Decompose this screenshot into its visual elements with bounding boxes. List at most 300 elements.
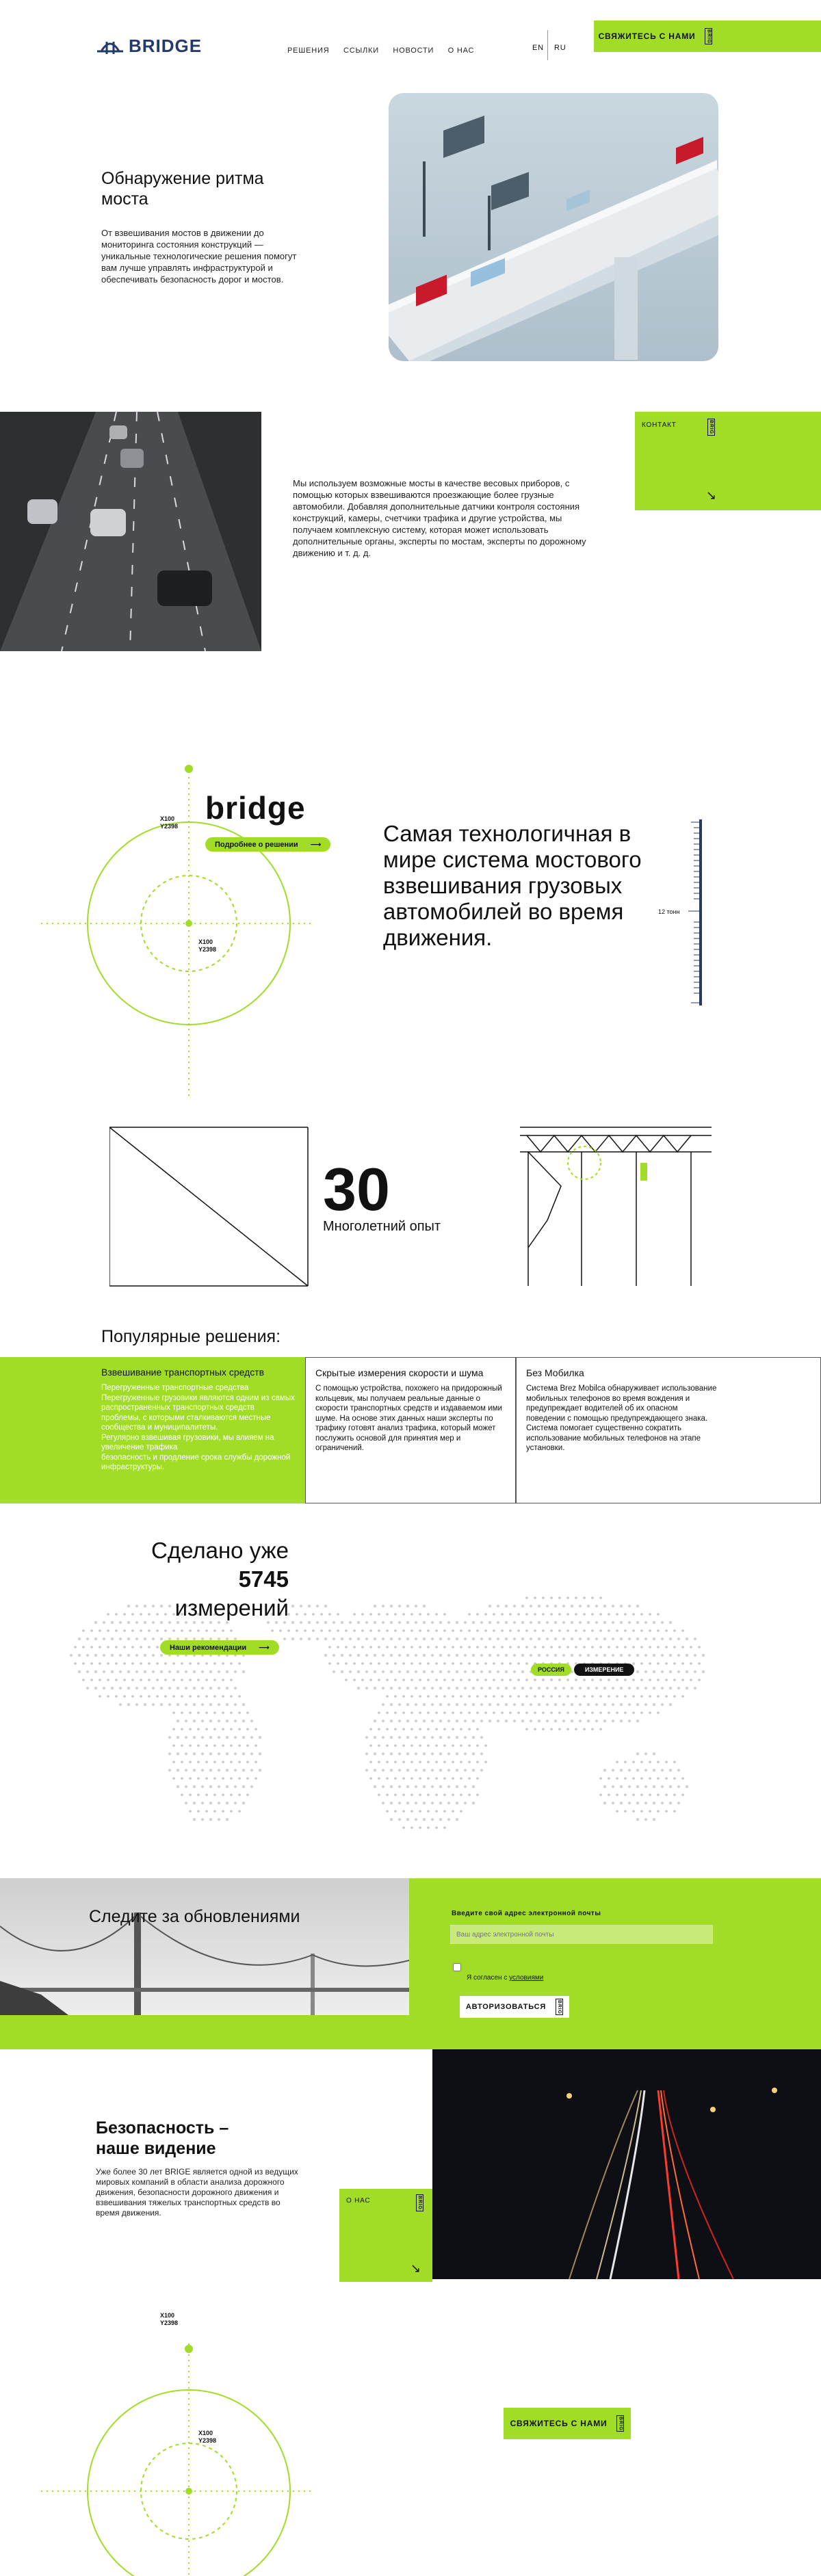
coord-y: Y2398 xyxy=(198,2437,217,2444)
map-dot xyxy=(579,1654,582,1657)
map-dot xyxy=(456,1638,458,1640)
nav-solutions[interactable]: РЕШЕНИЯ xyxy=(287,47,330,55)
map-dot xyxy=(558,1646,561,1648)
map-dot xyxy=(234,1769,237,1772)
map-dot xyxy=(189,1744,192,1747)
map-dot xyxy=(517,1679,520,1681)
map-dot xyxy=(111,1638,114,1640)
map-dot xyxy=(661,1703,664,1706)
map-dot xyxy=(575,1728,577,1731)
map-dot xyxy=(209,1769,212,1772)
map-dot xyxy=(579,1621,582,1624)
map-dot xyxy=(431,1670,434,1673)
our-recommendations-button[interactable] xyxy=(160,1640,279,1655)
authorize-button[interactable] xyxy=(460,1996,569,2018)
map-dot xyxy=(386,1613,389,1616)
map-dot xyxy=(172,1728,175,1731)
solution-card-speed[interactable] xyxy=(305,1357,516,1503)
map-dot xyxy=(365,1736,368,1739)
map-dot xyxy=(681,1793,684,1796)
map-dot xyxy=(394,1695,397,1698)
map-dot xyxy=(201,1769,204,1772)
map-dot xyxy=(456,1785,458,1788)
coord-x: X100 xyxy=(160,815,175,822)
map-dot xyxy=(242,1703,245,1706)
authorize-label: АВТОРИЗОВАТЬСЯ xyxy=(465,2003,547,2011)
map-dot xyxy=(620,1605,623,1607)
map-dot xyxy=(394,1777,397,1780)
map-dot xyxy=(661,1654,664,1657)
map-dot xyxy=(382,1670,385,1673)
map-dot xyxy=(300,1605,302,1607)
map-dot xyxy=(640,1810,643,1813)
map-dot xyxy=(472,1703,475,1706)
map-dot xyxy=(230,1744,233,1747)
map-dot xyxy=(431,1638,434,1640)
map-dot xyxy=(312,1629,315,1632)
map-dot xyxy=(525,1711,528,1714)
map-dot xyxy=(135,1670,138,1673)
map-dot xyxy=(525,1728,528,1731)
map-dot xyxy=(657,1613,660,1616)
map-dot xyxy=(460,1679,462,1681)
map-dot xyxy=(135,1654,138,1657)
map-dot xyxy=(468,1679,471,1681)
map-dot xyxy=(423,1670,426,1673)
map-dot xyxy=(189,1629,192,1632)
map-dot xyxy=(172,1695,175,1698)
map-dot xyxy=(246,1761,249,1763)
map-dot xyxy=(423,1703,426,1706)
map-dot xyxy=(603,1621,606,1624)
map-dot xyxy=(649,1761,651,1763)
map-dot xyxy=(521,1720,524,1722)
map-dot xyxy=(201,1736,204,1739)
map-dot xyxy=(127,1605,130,1607)
map-dot xyxy=(472,1752,475,1755)
map-dot xyxy=(616,1810,618,1813)
map-dot xyxy=(513,1605,516,1607)
map-dot xyxy=(447,1621,450,1624)
map-dot xyxy=(620,1654,623,1657)
map-dot xyxy=(177,1769,179,1772)
map-dot xyxy=(484,1629,487,1632)
map-dot xyxy=(410,1679,413,1681)
map-dot xyxy=(480,1736,483,1739)
map-dot xyxy=(513,1638,516,1640)
map-dot xyxy=(427,1777,430,1780)
map-dot xyxy=(398,1720,401,1722)
map-dot xyxy=(205,1679,208,1681)
map-dot xyxy=(402,1826,405,1829)
map-dot xyxy=(571,1638,573,1640)
map-dot xyxy=(390,1769,393,1772)
map-dot xyxy=(435,1728,438,1731)
map-dot xyxy=(185,1670,187,1673)
map-dot xyxy=(488,1654,491,1657)
map-dot xyxy=(439,1670,442,1673)
map-dot xyxy=(640,1793,643,1796)
map-dot xyxy=(476,1761,479,1763)
map-dot xyxy=(222,1662,224,1665)
map-dot xyxy=(177,1687,179,1690)
toggle-russia[interactable]: РОССИЯ xyxy=(531,1664,571,1676)
map-dot xyxy=(583,1679,586,1681)
map-dot xyxy=(686,1638,688,1640)
map-dot xyxy=(255,1728,257,1731)
map-dot xyxy=(300,1621,302,1624)
map-dot xyxy=(185,1769,187,1772)
map-dot xyxy=(686,1654,688,1657)
map-dot xyxy=(542,1679,545,1681)
map-dot xyxy=(226,1785,229,1788)
map-dot xyxy=(423,1736,426,1739)
map-dot xyxy=(226,1703,229,1706)
card-title: Без Мобилка xyxy=(526,1367,584,1378)
map-dot xyxy=(439,1687,442,1690)
map-dot xyxy=(415,1736,417,1739)
map-dot xyxy=(144,1654,146,1657)
email-input[interactable] xyxy=(450,1925,713,1944)
toggle-measurement[interactable]: ИЗМЕРЕНИЕ xyxy=(574,1664,635,1676)
lang-en[interactable]: EN xyxy=(532,44,544,52)
map-dot xyxy=(546,1720,549,1722)
map-dot xyxy=(94,1621,97,1624)
map-dot xyxy=(599,1613,602,1616)
map-dot xyxy=(624,1695,627,1698)
map-dot xyxy=(406,1638,409,1640)
map-dot xyxy=(308,1621,311,1624)
map-dot xyxy=(447,1670,450,1673)
map-dot xyxy=(423,1720,426,1722)
bridge-photo xyxy=(389,93,718,361)
map-dot xyxy=(197,1695,200,1698)
map-dot xyxy=(177,1703,179,1706)
map-dot xyxy=(410,1728,413,1731)
map-dot xyxy=(468,1646,471,1648)
map-dot xyxy=(657,1777,660,1780)
map-dot xyxy=(636,1703,639,1706)
map-dot xyxy=(246,1744,249,1747)
map-dot xyxy=(452,1629,454,1632)
map-dot xyxy=(390,1605,393,1607)
map-dot xyxy=(669,1802,672,1804)
map-dot xyxy=(636,1802,639,1804)
map-dot xyxy=(333,1670,335,1673)
card-text: С помощью устройства, похожего на придорожный кольцевик, мы получаем реальные данные о скорости транспортных средств и издаваемом ими шуме. На основе этих данных наши эксперты по трафику готовят анализ трафика, который может послужить основой для принятия мер и ограничений. xyxy=(315,1384,502,1452)
map-dot xyxy=(686,1670,688,1673)
map-dot xyxy=(505,1687,508,1690)
map-dot xyxy=(460,1810,462,1813)
map-dot xyxy=(624,1613,627,1616)
map-dot xyxy=(181,1695,183,1698)
map-dot xyxy=(172,1711,175,1714)
map-dot xyxy=(353,1613,356,1616)
map-dot xyxy=(378,1679,380,1681)
map-dot xyxy=(476,1613,479,1616)
map-dot xyxy=(657,1810,660,1813)
nav-links[interactable]: ССЫЛКИ xyxy=(343,47,379,55)
map-dot xyxy=(419,1613,421,1616)
region-toggle[interactable] xyxy=(531,1664,634,1676)
consent-checkbox[interactable] xyxy=(453,1963,461,1971)
logo[interactable] xyxy=(96,36,202,57)
contact-us-button[interactable] xyxy=(594,21,717,52)
map-dot xyxy=(378,1613,380,1616)
map-dot xyxy=(378,1728,380,1731)
map-dot xyxy=(579,1720,582,1722)
map-dot xyxy=(579,1638,582,1640)
map-dot xyxy=(665,1761,668,1763)
map-dot xyxy=(620,1687,623,1690)
map-dot xyxy=(562,1687,565,1690)
map-dot xyxy=(472,1670,475,1673)
map-dot xyxy=(653,1703,655,1706)
map-dot xyxy=(484,1711,487,1714)
map-dot xyxy=(649,1810,651,1813)
map-dot xyxy=(571,1621,573,1624)
map-dot xyxy=(189,1728,192,1731)
map-dot xyxy=(571,1605,573,1607)
map-dot xyxy=(657,1695,660,1698)
map-dot xyxy=(534,1695,536,1698)
map-dot xyxy=(230,1793,233,1796)
map-dot xyxy=(456,1752,458,1755)
map-dot xyxy=(649,1629,651,1632)
map-dot xyxy=(369,1777,372,1780)
contact-us-label: СВЯЖИТЕСЬ С НАМИ xyxy=(510,2419,608,2428)
map-dot xyxy=(209,1703,212,1706)
map-dot xyxy=(398,1638,401,1640)
map-dot xyxy=(86,1670,89,1673)
map-dot xyxy=(608,1629,610,1632)
map-dot xyxy=(497,1638,499,1640)
map-dot xyxy=(423,1687,426,1690)
nav-about[interactable]: О НАС xyxy=(447,47,475,55)
map-dot xyxy=(443,1695,446,1698)
map-dot xyxy=(394,1646,397,1648)
scale-ticks xyxy=(688,819,705,1006)
map-dot xyxy=(369,1728,372,1731)
map-dot xyxy=(423,1605,426,1607)
map-dot xyxy=(636,1785,639,1788)
map-dot xyxy=(181,1629,183,1632)
map-dot xyxy=(209,1687,212,1690)
map-dot xyxy=(304,1629,307,1632)
map-dot xyxy=(374,1638,376,1640)
map-dot xyxy=(468,1793,471,1796)
map-dot xyxy=(386,1711,389,1714)
map-dot xyxy=(255,1744,257,1747)
map-dot xyxy=(402,1679,405,1681)
map-dot xyxy=(144,1670,146,1673)
nav-news[interactable]: НОВОСТИ xyxy=(393,47,434,55)
solution-card-weighing[interactable] xyxy=(0,1357,305,1503)
map-dot xyxy=(624,1810,627,1813)
map-dot xyxy=(439,1818,442,1821)
map-dot xyxy=(427,1679,430,1681)
map-dot xyxy=(640,1629,643,1632)
map-dot xyxy=(135,1638,138,1640)
map-dot xyxy=(525,1613,528,1616)
map-dot xyxy=(517,1646,520,1648)
map-dot xyxy=(665,1629,668,1632)
map-dot xyxy=(189,1793,192,1796)
contact-us-button-bottom[interactable] xyxy=(504,2408,631,2439)
map-dot xyxy=(669,1769,672,1772)
map-dot xyxy=(636,1654,639,1657)
map-dot xyxy=(119,1703,122,1706)
map-dot xyxy=(640,1662,643,1665)
map-dot xyxy=(431,1720,434,1722)
map-dot xyxy=(398,1605,401,1607)
map-dot xyxy=(525,1646,528,1648)
map-dot xyxy=(222,1679,224,1681)
map-dot xyxy=(246,1711,249,1714)
recommendations-label: Наши рекомендации xyxy=(170,1643,247,1652)
map-dot xyxy=(209,1752,212,1755)
map-dot xyxy=(374,1785,376,1788)
map-dot xyxy=(530,1605,532,1607)
map-dot xyxy=(177,1720,179,1722)
map-dot xyxy=(209,1736,212,1739)
map-dot xyxy=(472,1687,475,1690)
map-dot xyxy=(382,1638,385,1640)
lang-ru[interactable]: RU xyxy=(554,44,566,52)
map-dot xyxy=(119,1621,122,1624)
map-dot xyxy=(488,1720,491,1722)
map-dot xyxy=(185,1752,187,1755)
map-dot xyxy=(669,1621,672,1624)
map-dot xyxy=(653,1687,655,1690)
map-dot xyxy=(152,1687,155,1690)
map-dot xyxy=(447,1638,450,1640)
map-dot xyxy=(624,1761,627,1763)
map-dot xyxy=(234,1670,237,1673)
map-dot xyxy=(443,1711,446,1714)
map-dot xyxy=(226,1752,229,1755)
map-dot xyxy=(603,1703,606,1706)
map-dot xyxy=(398,1769,401,1772)
map-dot xyxy=(501,1629,504,1632)
coords-top xyxy=(160,2312,178,2327)
map-dot xyxy=(415,1802,417,1804)
map-dot xyxy=(517,1711,520,1714)
solution-card-mobile[interactable] xyxy=(516,1357,821,1503)
map-dot xyxy=(649,1646,651,1648)
map-dot xyxy=(513,1720,516,1722)
map-dot xyxy=(616,1613,618,1616)
map-dot xyxy=(345,1646,348,1648)
map-dot xyxy=(538,1654,540,1657)
logo-text: BRIDGE xyxy=(129,36,203,56)
map-dot xyxy=(107,1662,109,1665)
map-dot xyxy=(443,1744,446,1747)
contact-block[interactable] xyxy=(635,412,821,510)
map-dot xyxy=(386,1761,389,1763)
map-dot xyxy=(575,1596,577,1599)
map-dot xyxy=(369,1629,372,1632)
map-dot xyxy=(431,1736,434,1739)
map-dot xyxy=(181,1728,183,1731)
card-text: Перегруженные транспортные средства Перегруженные грузовики являются одним из самых распространенных транспортных средств проблемы, с которыми сталкиваются местные сообщества и муниципалитеты. Регулярно взвешивая грузовики, мы влияем на увеличение трафика безопасность и продление срока службы дорожной инфраструктуры. xyxy=(101,1384,295,1471)
about-us-block[interactable] xyxy=(339,2189,432,2282)
map-dot xyxy=(525,1695,528,1698)
map-dot xyxy=(410,1629,413,1632)
map-dot xyxy=(205,1761,208,1763)
map-dot xyxy=(410,1711,413,1714)
map-dot xyxy=(427,1711,430,1714)
map-dot xyxy=(193,1687,196,1690)
map-dot xyxy=(398,1670,401,1673)
map-dot xyxy=(669,1654,672,1657)
map-dot xyxy=(390,1802,393,1804)
map-dot xyxy=(218,1703,220,1706)
map-dot xyxy=(431,1621,434,1624)
map-dot xyxy=(185,1703,187,1706)
map-dot xyxy=(394,1662,397,1665)
map-dot xyxy=(636,1621,639,1624)
terms-link[interactable]: условиями xyxy=(509,1974,544,1982)
map-dot xyxy=(550,1613,553,1616)
map-dot xyxy=(653,1752,655,1755)
map-dot xyxy=(115,1613,118,1616)
map-dot xyxy=(291,1638,294,1640)
map-dot xyxy=(205,1744,208,1747)
map-dot xyxy=(649,1613,651,1616)
map-dot xyxy=(681,1679,684,1681)
more-about-solution-button[interactable] xyxy=(205,837,330,852)
map-dot xyxy=(624,1679,627,1681)
map-dot xyxy=(250,1785,253,1788)
map-dot xyxy=(246,1777,249,1780)
map-dot xyxy=(493,1629,495,1632)
map-dot xyxy=(181,1662,183,1665)
map-dot xyxy=(144,1687,146,1690)
map-dot xyxy=(525,1662,528,1665)
map-dot xyxy=(575,1711,577,1714)
map-dot xyxy=(386,1728,389,1731)
map-dot xyxy=(624,1711,627,1714)
map-dot xyxy=(608,1711,610,1714)
map-dot xyxy=(140,1695,142,1698)
map-dot xyxy=(562,1720,565,1722)
map-dot xyxy=(238,1777,241,1780)
map-dot xyxy=(530,1720,532,1722)
map-dot xyxy=(259,1769,261,1772)
map-dot xyxy=(369,1646,372,1648)
map-dot xyxy=(213,1777,216,1780)
map-dot xyxy=(382,1736,385,1739)
map-dot xyxy=(566,1629,569,1632)
map-dot xyxy=(287,1629,290,1632)
map-dot xyxy=(460,1695,462,1698)
map-dot xyxy=(394,1728,397,1731)
map-dot xyxy=(657,1646,660,1648)
map-dot xyxy=(201,1670,204,1673)
map-dot xyxy=(103,1654,105,1657)
map-dot xyxy=(218,1785,220,1788)
map-dot xyxy=(131,1629,134,1632)
map-dot xyxy=(230,1777,233,1780)
target-graphic-bottom xyxy=(0,2339,342,2576)
map-dot xyxy=(230,1711,233,1714)
map-dot xyxy=(107,1679,109,1681)
map-dot xyxy=(419,1679,421,1681)
map-dot xyxy=(78,1670,81,1673)
map-dot xyxy=(349,1670,352,1673)
map-dot xyxy=(484,1679,487,1681)
